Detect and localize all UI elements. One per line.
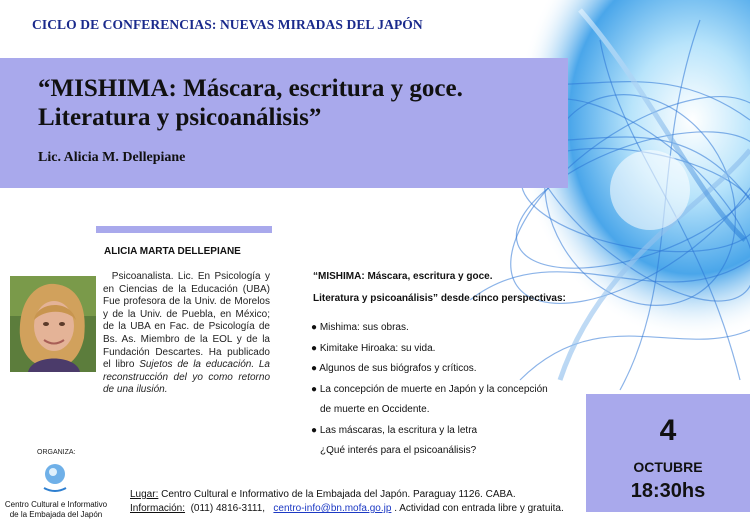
email-link[interactable]: centro-info@bn.mofa.go.jp [273,503,392,514]
topic-item: ● Mishima: sus obras. [311,322,409,333]
footer-info-line [130,502,564,516]
bio-paragraph: Psicoanalista. Lic. En Psicología y en Ciencias de la Educación (UBA) Fue profesora de la Univ. de Morelos y de la Univ. de Puebla, en México; de la UBA en Fac. de Psicología de Bs. As. Miembro de la EOL y de la Fundación Descartes. Ha publicado el libro [103,271,270,371]
event-month: OCTUBRE [633,459,703,475]
topics-heading-line2: Literatura y psicoanálisis” desde cinco perspectivas: [313,293,566,304]
topic-continuation-text: ¿Qué interés para el psicoanálisis? [320,445,477,456]
footer-place [130,488,564,502]
series-title: CICLO DE CONFERENCIAS: NUEVAS MIRADAS DEL JAPÓN [32,17,423,32]
event-title-line1: “MISHIMA: Máscara, escritura y goce. [38,75,463,102]
event-time: 18:30hs [630,480,706,502]
speaker-photo [10,276,96,372]
organizer-name-line1: Centro Cultural e Informativo [4,500,108,509]
speaker-name: Lic. Alicia M. Dellepiane [38,150,186,165]
topic-item-continuation [311,400,577,421]
bio-accent-bar [96,226,272,233]
topics-heading-line1: “MISHIMA: Máscara, escritura y goce. [313,271,493,282]
organizer-logo-icon [40,462,70,496]
organizer-label: ORGANIZA: [37,449,76,456]
bio-heading: ALICIA MARTA DELLEPIANE [104,246,241,257]
event-title-line2: Literatura y psicoanálisis” [38,104,322,131]
portrait-image [10,276,96,372]
bio-book-title: Sujetos de la educación. La reconstrucción del yo como retorno de una ilusión. [103,359,270,396]
topic-continuation-text: de muerte en Occidente. [320,404,430,415]
info-tail: . Actividad con entrada libre y gratuita. [391,503,564,514]
place-label: Lugar: [130,489,159,500]
topics-heading [313,266,566,310]
topic-item-continuation [311,441,577,462]
topics-list [311,318,577,462]
place-text: Centro Cultural e Informativo de la Embajada del Japón. Paraguay 1126. CABA. [158,489,516,500]
organizer-name-line2: de la Embajada del Japón [9,509,103,519]
organizer-name [2,500,110,519]
topic-item: ● Kimitake Hiroaka: su vida. [311,342,436,354]
bio-text [103,271,270,397]
event-day: 4 [659,414,677,447]
info-label: Información: [130,503,186,514]
footer-info [130,488,564,516]
topic-item: ● La concepción de muerte en Japón y la concepción [311,383,548,395]
event-title [38,74,558,132]
topic-item: ● Las máscaras, la escritura y la letra [311,424,478,436]
info-phone: (011) 4816-3111, [185,503,274,514]
topic-item: ● Algunos de sus biógrafos y críticos. [311,363,477,374]
